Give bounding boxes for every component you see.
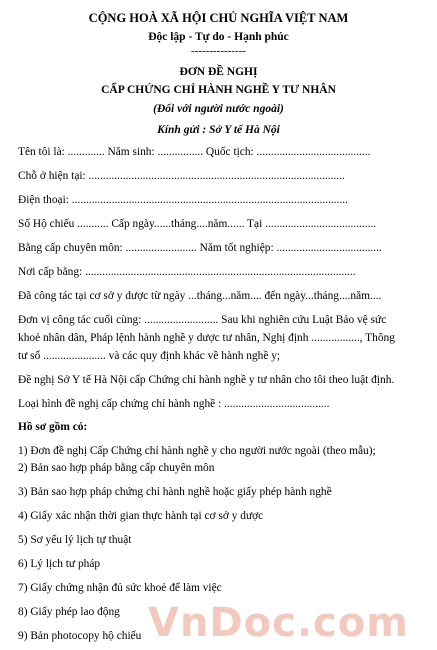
field-address: Chỗ ở hiện tại: .......................................................................................... [18, 170, 345, 182]
field-work-period: Đã công tác tại cơ sở y dược từ ngày ...tháng...năm.... đến ngày...tháng....năm.... [18, 290, 382, 302]
dossier-item-2: 2) Bản sao hợp pháp bằng cấp chuyên môn [18, 462, 215, 474]
form-title: CẤP CHỨNG CHỈ HÀNH NGHỀ Y TƯ NHÂN [101, 84, 336, 96]
dossier-item-1: 1) Đơn đề nghị Cấp Chứng chỉ hành nghề y cho người nước ngoài (theo mẫu); [18, 445, 376, 457]
field-degree-issuer: Nơi cấp bằng: ............................................................................................... [18, 266, 356, 278]
paragraph-line-1: Đơn vị công tác cuối cùng: .......................... Sau khi nghiên cứu Luật Bảo vệ sức [18, 314, 387, 326]
header-divider: --------------- [191, 45, 246, 57]
recipient: Kính gửi : Sở Y tế Hà Nội [157, 124, 280, 136]
form-type: ĐƠN ĐỀ NGHỊ [179, 66, 258, 78]
dossier-item-4: 4) Giấy xác nhận thời gian thực hành tại cơ sở y dược [18, 510, 264, 522]
dossier-item-7: 7) Giấy chứng nhận đủ sức khoẻ để làm việc [18, 582, 222, 594]
request-statement: Đề nghị Sở Y tế Hà Nội cấp Chứng chỉ hành nghề y tư nhân cho tôi theo luật định. [18, 374, 395, 386]
dossier-heading: Hồ sơ gồm có: [18, 421, 88, 433]
form-subtitle: (Đối với người nước ngoài) [153, 103, 284, 115]
dossier-item-6: 6) Lý lịch tư pháp [18, 558, 101, 570]
field-degree: Bằng cấp chuyên môn: ......................... Năm tốt nghiệp: ..................................... [18, 242, 382, 254]
dossier-item-3: 3) Bản sao hợp pháp chứng chỉ hành nghề hoặc giấy phép hành nghề [18, 486, 332, 498]
dossier-item-8: 8) Giấy phép lao động [18, 606, 120, 618]
country-heading: CỘNG HOÀ XÃ HỘI CHỦ NGHĨA VIỆT NAM [88, 11, 349, 25]
field-phone: Điện thoại: ................................................................................................. [18, 194, 349, 206]
paragraph-line-3: tư số ...................... và các quy định khác về hành nghề y; [18, 350, 281, 362]
field-name: Tên tôi là: ............. Năm sinh: ................ Quốc tịch: ........................................ [18, 146, 371, 158]
dossier-item-9: 9) Bản photocopy hộ chiếu [18, 630, 142, 642]
field-passport: Số Hộ chiếu ........... Cấp ngày......tháng....năm...... Tại ....................................... [18, 218, 377, 230]
watermark-logo: VnDoc.com [148, 600, 409, 646]
motto: Độc lập - Tự do - Hạnh phúc [148, 31, 289, 43]
paragraph-line-2: khoẻ nhân dân, Pháp lệnh hành nghề y dược tư nhân, Nghị định ................., Thông [18, 332, 395, 344]
dossier-item-5: 5) Sơ yếu lý lịch tự thuật [18, 534, 132, 546]
practice-type-field: Loại hình đề nghị cấp chứng chỉ hành nghề : ..................................... [18, 398, 330, 410]
